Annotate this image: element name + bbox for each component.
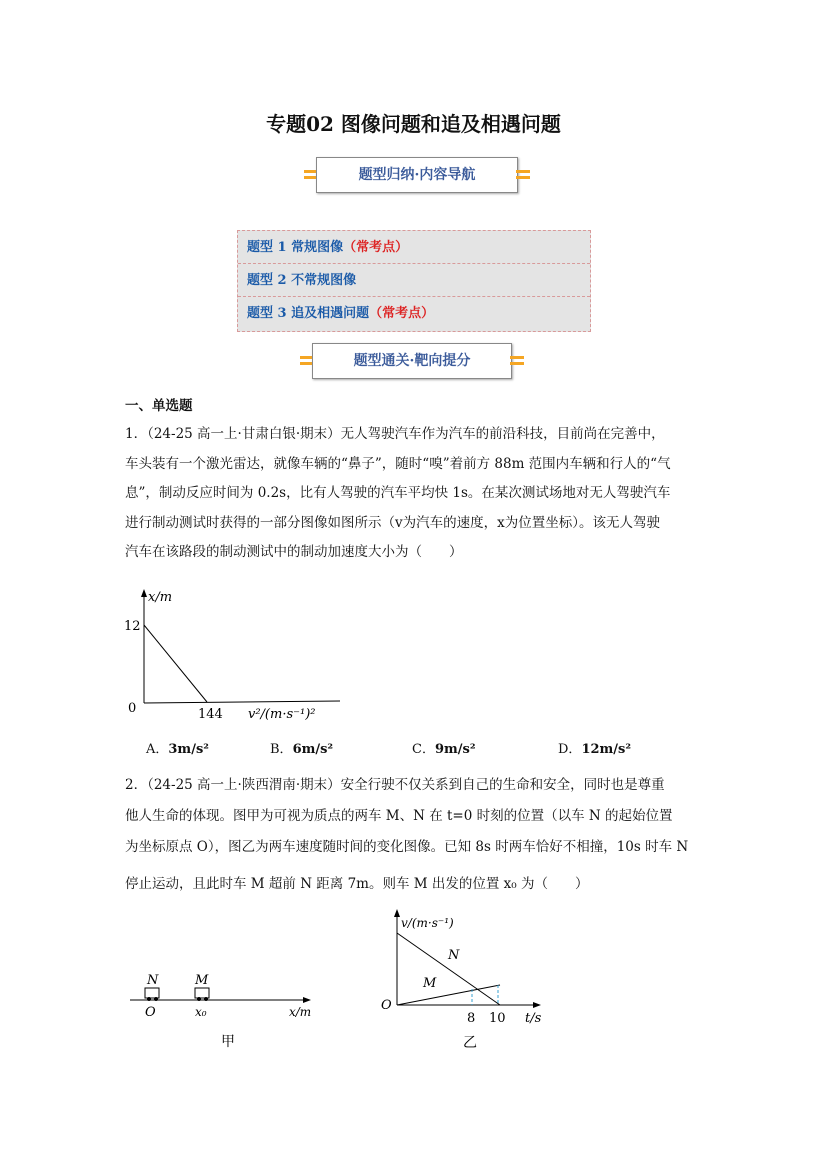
car-m-icon bbox=[195, 988, 209, 998]
graph-line bbox=[144, 625, 207, 702]
option-d[interactable]: D．12m/s² bbox=[558, 742, 632, 757]
question-2-text: 2．（24-25 高一上·陕西渭南·期末）安全行驶不仅关系到自己的生命和安全，同时也是尊重 他人生命的体现。图甲为可视为质点的两车 M、N 在 t=0 时刻的位置（以车 N 的起始位置 为坐标原点 O），图乙为两车速度随时间的变化图像。已知 8s 时两车恰好不相撞，10s 时车 N 停止运动，且此时车 M 超前 N 距离 7m。则车 M 出发的位置 x₀ 为（ ） bbox=[125, 777, 689, 892]
q1-graph bbox=[110, 585, 350, 725]
option-a[interactable]: A．3m/s² bbox=[146, 742, 209, 757]
x-label: t/s bbox=[525, 1011, 542, 1026]
decor-icon bbox=[510, 353, 524, 369]
y-axis-arrow bbox=[394, 909, 400, 917]
label-o: O bbox=[145, 1005, 156, 1020]
origin-label: 0 bbox=[128, 701, 137, 716]
car-n-icon bbox=[145, 988, 159, 998]
label-x0: x₀ bbox=[195, 1005, 207, 1019]
label-n: N bbox=[448, 948, 460, 963]
type-item-2[interactable]: 题型 2 不常规图像 bbox=[238, 264, 590, 297]
nav-banner-label: 题型归纳·内容导航 bbox=[316, 157, 518, 193]
caption: 乙 bbox=[463, 1035, 477, 1051]
page-title: 专题02 图像问题和追及相遇问题 bbox=[266, 112, 561, 136]
type-item-1[interactable]: 题型 1 常规图像（常考点） bbox=[238, 231, 590, 264]
nav-banner-bottom bbox=[300, 343, 524, 379]
figure-a bbox=[125, 970, 325, 1055]
decor-icon bbox=[516, 167, 530, 183]
y-axis-arrow bbox=[141, 589, 147, 597]
x-axis-arrow bbox=[303, 997, 311, 1003]
y-tick: 12 bbox=[124, 619, 141, 634]
y-label: x/m bbox=[148, 590, 173, 605]
caption: 甲 bbox=[221, 1034, 235, 1050]
tick-10: 10 bbox=[489, 1011, 506, 1026]
label-m: M bbox=[423, 976, 437, 991]
type-list bbox=[237, 230, 591, 332]
line-n bbox=[397, 933, 500, 1005]
line-m bbox=[397, 985, 500, 1005]
x-axis bbox=[144, 701, 340, 703]
x-label: v²/(m·s⁻¹)² bbox=[248, 707, 316, 722]
label-o: O bbox=[381, 998, 392, 1013]
y-label: v/(m·s⁻¹) bbox=[401, 916, 454, 930]
question-1-text: 1．（24-25 高一上·甘肃白银·期末）无人驾驶汽车作为汽车的前沿科技，目前尚在完善中， 车头装有一个激光雷达，就像车辆的“鼻子”，随时“嗅”着前方 88m 范围内车辆和行人的“气 息”，制动反应时间为 0.2s，比有人驾驶的汽车平均快 1s。在某次测试场地对无人驾驶汽车 进行制动测试时获得的一部分图像如图所示（v为汽车的速度，x为位置坐标）。该无人驾驶 汽车在该路段的制动测试中的制动加速度大小为（ ） bbox=[125, 426, 671, 560]
nav-banner-top bbox=[304, 157, 530, 193]
type-item-3[interactable]: 题型 3 追及相遇问题（常考点） bbox=[247, 306, 435, 321]
section-heading: 一、单选题 bbox=[125, 398, 193, 414]
figure-b bbox=[375, 905, 555, 1055]
nav-banner-label: 题型通关·靶向提分 bbox=[312, 343, 512, 379]
option-b[interactable]: B．6m/s² bbox=[270, 742, 334, 757]
x-label: x/m bbox=[289, 1005, 312, 1019]
option-c[interactable]: C．9m/s² bbox=[412, 742, 476, 757]
tick-8: 8 bbox=[467, 1011, 476, 1026]
x-tick: 144 bbox=[198, 707, 223, 722]
x-axis-arrow bbox=[533, 1002, 541, 1008]
label-m: M bbox=[195, 973, 209, 988]
label-n: N bbox=[147, 973, 159, 988]
